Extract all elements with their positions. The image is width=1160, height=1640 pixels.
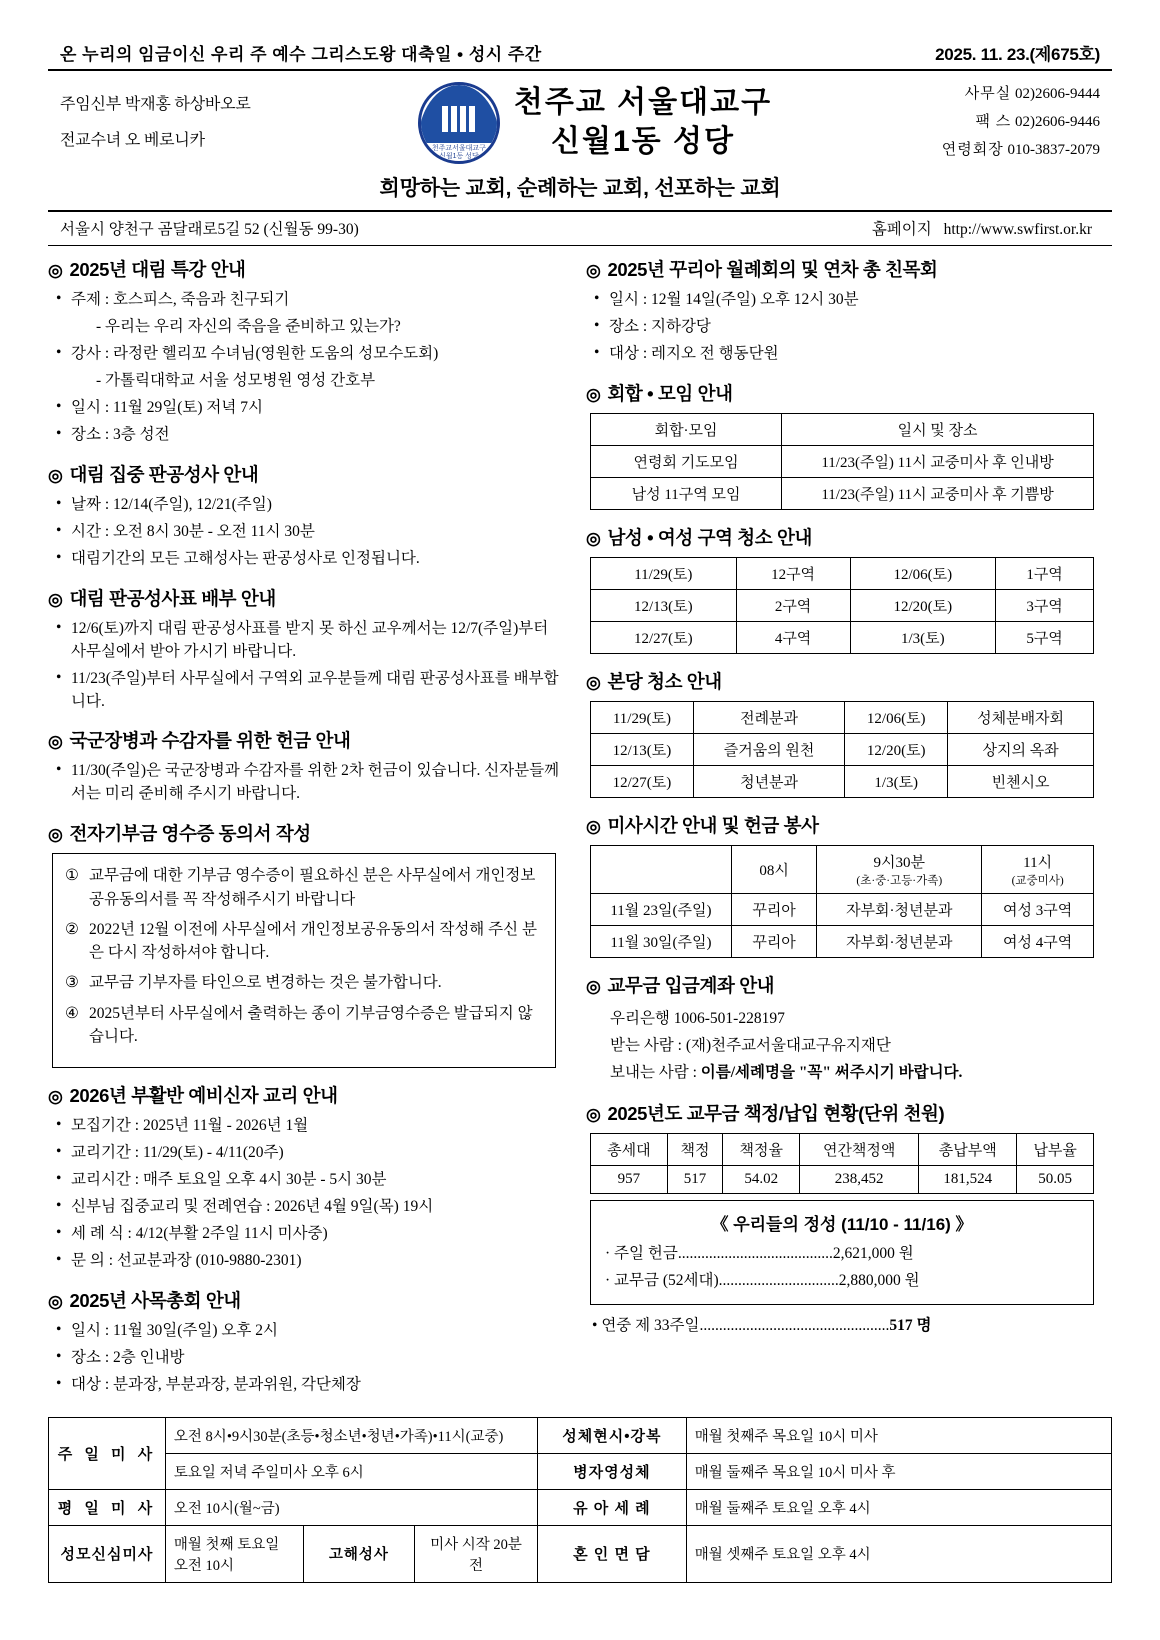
section-bullet-icon: ◎ (586, 385, 601, 405)
table-row (591, 622, 1094, 654)
table-cell: 1구역 (996, 558, 1094, 590)
section-heading-dues-status (586, 1100, 1098, 1126)
table-header-cell (817, 846, 982, 894)
section-heading-mass-schedule-offering (586, 812, 1098, 838)
confession-intensive-list (54, 494, 560, 571)
footer-schedule (48, 1417, 1112, 1583)
list-item: • 모집기간 : 2025년 11월 - 2026년 1월 (54, 1115, 560, 1138)
list-item: • 장소 : 2층 인내방 (54, 1347, 560, 1370)
list-item: • 장소 : 지하강당 (592, 316, 1098, 339)
schedule-label-sunday-mass: 주 일 미 사 (49, 1417, 166, 1489)
address-divider (48, 245, 1112, 246)
schedule-value-saturday-vigil: 토요일 저녁 주일미사 오후 6시 (165, 1453, 537, 1489)
table-row (591, 702, 1094, 734)
table-cell: 238,452 (800, 1166, 919, 1194)
table-cell: 꾸리아 (731, 926, 817, 958)
list-item: • 강사 : 라정란 헬리꼬 수녀님(영원한 도움의 성모수도회) (54, 343, 560, 366)
table-header-cell: 책정율 (723, 1134, 800, 1166)
list-item: • 교리기간 : 11/29(토) - 4/11(20주) (54, 1142, 560, 1165)
list-item: • 대상 : 레지오 전 행동단원 (592, 343, 1098, 366)
section-bullet-icon: ◎ (48, 1087, 63, 1107)
section-title: 국군장병과 수감자를 위한 헌금 안내 (69, 730, 351, 752)
schedule-value-infant-baptism: 매월 둘째주 토요일 오후 4시 (686, 1489, 1111, 1525)
table-header-cell (982, 846, 1094, 894)
contact-block (850, 81, 1100, 164)
bank-account-number: 우리은행 1006-501-228197 (610, 1010, 785, 1028)
section-bullet-icon: ◎ (586, 529, 601, 549)
table-cell: 남성 11구역 모임 (591, 478, 782, 510)
table-header-cell: 회합·모임 (591, 414, 782, 446)
table-cell: 전례분과 (693, 702, 845, 734)
table-row (591, 558, 1094, 590)
contact-office-label: 사무실 (964, 86, 1012, 102)
table-cell: 50.05 (1017, 1166, 1094, 1194)
schedule-value-weekday-mass: 오전 10시(월~금) (165, 1489, 537, 1525)
list-item: • 문 의 : 선교분과장 (010-9880-2301) (54, 1250, 560, 1273)
offering-row (605, 1241, 1079, 1267)
header-main: 11시 (1023, 855, 1053, 872)
table-cell: 자부회·청년분과 (817, 926, 982, 958)
offering-value: 2,621,000 원 (832, 1245, 914, 1263)
table-cell: 12/13(토) (591, 590, 737, 622)
catechumen-list (54, 1115, 560, 1273)
section-bullet-icon: ◎ (586, 1105, 601, 1125)
header-sub: (초·중·고등·가족) (856, 875, 943, 888)
schedule-label-marriage-interview: 혼 인 면 담 (537, 1525, 686, 1582)
section-bullet-icon: ◎ (48, 1291, 63, 1311)
table-row (49, 1417, 1112, 1453)
table-cell: 957 (591, 1166, 668, 1194)
table-row (591, 926, 1094, 958)
table-row (591, 734, 1094, 766)
schedule-value-adoration: 매월 첫째주 목요일 10시 미사 (686, 1417, 1111, 1453)
table-cell: 연령회 기도모임 (591, 446, 782, 478)
list-item: • 대림기간의 모든 고해성사는 판공성사로 인정됩니다. (54, 548, 560, 571)
section-title: 2026년 부활반 예비신자 교리 안내 (69, 1085, 338, 1107)
table-header-row (591, 414, 1094, 446)
list-item: • 신부님 집중교리 및 전례연습 : 2026년 4월 9일(목) 19시 (54, 1196, 560, 1219)
section-heading-military-offering (48, 727, 560, 753)
offering-row (605, 1268, 1079, 1294)
address-line (48, 212, 1112, 245)
item-text: 교무금 기부자를 타인으로 변경하는 것은 불가합니다. (89, 974, 442, 992)
catechist-name: 전교수녀 오 베로니카 (60, 131, 205, 149)
section-heading-curia-meeting (586, 256, 1098, 282)
section-title: 교무금 입금계좌 안내 (607, 975, 775, 997)
list-item: • 11/23(주일)부터 사무실에서 구역외 교우분들께 대림 판공성사표를 배부합니다. (54, 668, 560, 714)
table-cell: 54.02 (723, 1166, 800, 1194)
offering-label: · 교무금 (52세대) (605, 1271, 719, 1289)
item-text: 2025년부터 사무실에서 출력하는 종이 기부금영수증은 발급되지 않습니다. (89, 1004, 533, 1045)
schedule-label-infant-baptism: 유 아 세 례 (537, 1489, 686, 1525)
section-heading-district-cleaning (586, 524, 1098, 550)
attendance-dots: ................................................. (699, 1317, 890, 1335)
schedule-label-weekday-mass: 평 일 미 사 (49, 1489, 166, 1525)
table-row (591, 894, 1094, 926)
table-cell: 성체분배자회 (948, 702, 1094, 734)
section-heading-bank-account (586, 972, 1098, 998)
table-cell: 1/3(토) (850, 622, 996, 654)
list-item: - 가톨릭대학교 서울 성모병원 영성 간호부 (96, 372, 376, 390)
offering-value: 2,880,000 원 (838, 1271, 920, 1289)
table-cell: 3구역 (996, 590, 1094, 622)
contact-chairman (850, 137, 1100, 165)
offering-dots: ........................................ (677, 1245, 833, 1263)
table-row (49, 1453, 1112, 1489)
table-header-cell: 08시 (731, 846, 817, 894)
table-cell: 11/29(토) (591, 702, 694, 734)
table-cell: 상지의 옥좌 (948, 734, 1094, 766)
diocese-name: 천주교 서울대교구 (513, 86, 773, 120)
bank-sender-label: 보내는 사람 : (610, 1064, 701, 1082)
list-item: • 일시 : 12월 14일(주일) 오후 12시 30분 (592, 289, 1098, 312)
table-cell: 12/27(토) (591, 622, 737, 654)
table-cell: 청년분과 (693, 766, 845, 798)
bank-sender-note: 이름/세례명을 "꼭" 써주시기 바랍니다. (700, 1064, 963, 1082)
attendance-label: 연중 제 33주일 (601, 1317, 700, 1335)
table-header-cell: 총납부액 (919, 1134, 1017, 1166)
section-title: 2025년도 교무금 책정/납입 현황(단위 천원) (607, 1103, 945, 1125)
homepage-url[interactable]: http://www.swfirst.or.kr (943, 221, 1092, 239)
section-heading-donation-receipt (48, 820, 560, 846)
table-cell: 12/06(토) (850, 558, 996, 590)
table-header-cell (591, 846, 732, 894)
table-header-row (591, 1134, 1094, 1166)
schedule-value-marriage-interview: 매월 셋째주 토요일 오후 4시 (686, 1525, 1111, 1582)
marian-confession-split (166, 1526, 537, 1582)
table-cell: 11월 30일(주일) (591, 926, 732, 958)
donation-receipt-list (65, 864, 543, 1048)
section-title: 대림 집중 판공성사 안내 (69, 463, 259, 485)
table-cell: 빈첸시오 (948, 766, 1094, 798)
section-heading-confession-ticket (48, 585, 560, 611)
list-item: • 일시 : 11월 30일(주일) 오후 2시 (54, 1320, 560, 1343)
meetings-table (590, 413, 1094, 510)
table-cell: 꾸리아 (731, 894, 817, 926)
table-cell: 5구역 (996, 622, 1094, 654)
list-item (65, 864, 543, 911)
schedule-table (48, 1417, 1112, 1583)
section-title: 2025년 대림 특강 안내 (69, 259, 246, 281)
table-cell: 11/23(주일) 11시 교중미사 후 인내방 (782, 446, 1094, 478)
table-cell: 12/13(토) (591, 734, 694, 766)
right-column (586, 256, 1098, 1400)
table-row (591, 766, 1094, 798)
confession-ticket-list (54, 618, 560, 714)
section-title: 전자기부금 영수증 동의서 작성 (69, 823, 311, 845)
list-item: • 12/6(토)까지 대림 판공성사표를 받지 못 하신 교우께서는 12/7(주일)부터 사무실에서 받아 가시기 바랍니다. (54, 618, 560, 664)
table-row (591, 446, 1094, 478)
offering-dots: ............................... (718, 1271, 839, 1289)
list-item (65, 1002, 543, 1049)
table-row (49, 1489, 1112, 1525)
section-title: 회합 • 모임 안내 (607, 383, 733, 405)
contact-office-value: 02)2606-9444 (1015, 86, 1100, 102)
schedule-label-sick-communion: 병자영성체 (537, 1453, 686, 1489)
logo-arch (418, 85, 500, 143)
section-bullet-icon: ◎ (586, 673, 601, 693)
mass-offering-table (590, 845, 1094, 958)
offerings-box (590, 1200, 1094, 1305)
schedule-label-marian-mass: 성모신심미사 (49, 1525, 166, 1582)
logo-caption: 천주교서울대교구 신월1동 성당 (431, 144, 486, 160)
section-heading-church-cleaning (586, 668, 1098, 694)
table-cell: 4구역 (736, 622, 850, 654)
table-cell: 여성 4구역 (982, 926, 1094, 958)
contact-fax (850, 109, 1100, 137)
homepage (872, 217, 1100, 239)
logo-pillars (442, 106, 475, 132)
schedule-value-marian-mass (165, 1525, 537, 1582)
header-sub: (교중미사) (1011, 875, 1064, 888)
section-heading-meetings (586, 380, 1098, 406)
table-cell: 1/3(토) (845, 766, 948, 798)
schedule-value-sick-communion: 매월 둘째주 목요일 10시 미사 후 (686, 1453, 1111, 1489)
table-header-cell: 연간책정액 (800, 1134, 919, 1166)
list-item: • 장소 : 3층 성전 (54, 424, 560, 447)
table-row (166, 1526, 537, 1582)
church-cleaning-table (590, 701, 1094, 798)
section-heading-confession-intensive (48, 461, 560, 487)
section-title: 2025년 사목총회 안내 (69, 1289, 241, 1311)
table-cell: 12구역 (736, 558, 850, 590)
table-header-cell: 총세대 (591, 1134, 668, 1166)
section-title: 본당 청소 안내 (607, 671, 722, 693)
section-heading-catechumen-2026 (48, 1082, 560, 1108)
item-text: 교무금에 대한 기부금 영수증이 필요하신 분은 사무실에서 개인정보공유동의서를 꼭 작성해주시기 바랍니다 (89, 867, 536, 908)
list-item: • 날짜 : 12/14(주일), 12/21(주일) (54, 494, 560, 517)
attendance-value: 517 명 (889, 1317, 932, 1335)
masthead-center (340, 82, 850, 164)
table-cell: 자부회·청년분과 (817, 894, 982, 926)
section-bullet-icon: ◎ (48, 465, 63, 485)
table-cell: 12/20(토) (845, 734, 948, 766)
clergy-block (60, 87, 340, 157)
contact-chairman-value: 010-3837-2079 (1007, 141, 1100, 158)
parish-address: 서울시 양천구 곰달래로5길 52 (신월동 99-30) (60, 221, 359, 239)
section-title: 남성 • 여성 구역 청소 안내 (607, 527, 812, 549)
content-columns (48, 256, 1112, 1400)
curia-meeting-list (592, 289, 1098, 366)
district-cleaning-table (590, 557, 1094, 654)
list-item (65, 918, 543, 965)
table-cell: 517 (667, 1166, 723, 1194)
offering-label: · 주일 헌금 (605, 1245, 678, 1263)
table-row (591, 478, 1094, 510)
contact-fax-label: 팩 스 (975, 113, 1012, 130)
schedule-value-confession: 미사 시작 20분 전 (430, 1536, 522, 1574)
list-item: • 교리시간 : 매주 토요일 오후 4시 30분 - 5시 30분 (54, 1169, 560, 1192)
parish-slogan: 희망하는 교회, 순례하는 교회, 선포하는 교회 (379, 177, 781, 201)
list-item: • 세 례 식 : 4/12(부활 2주일 11시 미사중) (54, 1223, 560, 1246)
section-bullet-icon: ◎ (48, 261, 63, 281)
item-text: 2022년 12월 이전에 사무실에서 개인정보공유동의서 작성해 주신 분은 다시 작성하셔야 합니다. (89, 920, 537, 962)
section-title: 대림 판공성사표 배부 안내 (69, 587, 276, 609)
pastoral-assembly-list (54, 1320, 560, 1397)
list-item (65, 971, 543, 994)
list-item: • 일시 : 11월 29일(토) 저녁 7시 (54, 397, 560, 420)
section-bullet-icon: ◎ (48, 825, 63, 845)
dues-status-table (590, 1133, 1094, 1194)
table-cell: 여성 3구역 (982, 894, 1094, 926)
contact-chairman-label: 연령회장 (941, 141, 1004, 158)
header-main: 9시30분 (873, 855, 926, 872)
table-cell: 12/27(토) (591, 766, 694, 798)
section-title: 2025년 꾸리아 월례회의 및 연차 총 친목회 (607, 259, 938, 281)
section-bullet-icon: ◎ (48, 589, 63, 609)
table-row (49, 1525, 1112, 1582)
table-row (591, 590, 1094, 622)
left-column (48, 256, 560, 1400)
item-number: ④ (65, 1004, 79, 1022)
list-item: - 우리는 우리 자신의 죽음을 준비하고 있는가? (96, 318, 401, 336)
church-name (514, 84, 772, 161)
church-logo-icon (418, 82, 500, 164)
table-cell: 11/29(토) (591, 558, 737, 590)
list-item: • 11/30(주일)은 국군장병과 수감자를 위한 2차 헌금이 있습니다. 신자분들께서는 미리 준비해 주시기 바랍니다. (54, 760, 560, 806)
top-header-line (48, 40, 1112, 69)
table-header-row (591, 846, 1094, 894)
table-cell: 11월 23일(주일) (591, 894, 732, 926)
table-cell: 2구역 (736, 590, 850, 622)
attendance-row (592, 1313, 1094, 1335)
pastor-name: 주임신부 박재홍 하상바오로 (60, 96, 251, 114)
table-cell: 12/20(토) (850, 590, 996, 622)
table-header-cell: 일시 및 장소 (782, 414, 1094, 446)
table-cell: 181,524 (919, 1166, 1017, 1194)
table-header-cell: 책정 (667, 1134, 723, 1166)
table-cell: 11/23(주일) 11시 교중미사 후 기쁨방 (782, 478, 1094, 510)
list-item: • 대상 : 분과장, 부분과장, 분과위원, 각단체장 (54, 1374, 560, 1397)
table-row (591, 1166, 1094, 1194)
donation-receipt-box (52, 853, 556, 1068)
table-header-cell: 납부율 (1017, 1134, 1094, 1166)
list-item: • 주제 : 호스피스, 죽음과 친구되기 (54, 289, 560, 312)
parish-name: 신월1동 성당 (551, 124, 735, 158)
military-offering-list (54, 760, 560, 806)
table-cell: 즐거움의 원천 (693, 734, 845, 766)
contact-fax-value: 02)2606-9446 (1015, 113, 1100, 130)
section-heading-pastoral-assembly (48, 1287, 560, 1313)
contact-office (850, 81, 1100, 109)
advent-lecture-list (54, 289, 560, 447)
schedule-label-adoration: 성체현시•강복 (537, 1417, 686, 1453)
bank-sender (610, 1059, 1098, 1086)
offerings-title: 《 우리들의 정성 (11/10 - 11/16) 》 (711, 1215, 973, 1235)
section-title: 미사시간 안내 및 헌금 봉사 (607, 815, 819, 837)
section-heading-advent-lecture (48, 256, 560, 282)
masthead (48, 71, 1112, 168)
issue-date: 2025. 11. 23.(제675호) (935, 45, 1100, 64)
bank-account-block (610, 1005, 1098, 1086)
bank-recipient: 받는 사람 : (재)천주교서울대교구유지재단 (610, 1037, 891, 1055)
schedule-label-confession: 고해성사 (303, 1526, 414, 1582)
section-bullet-icon: ◎ (586, 977, 601, 997)
marian-mass-time: 매월 첫째 토요일 오전 10시 (166, 1526, 303, 1582)
liturgical-week: 온 누리의 임금이신 우리 주 예수 그리스도왕 대축일 • 성시 주간 (60, 45, 542, 64)
item-number: ① (65, 867, 79, 885)
item-number: ③ (65, 974, 79, 992)
schedule-value-sunday-mass: 오전 8시•9시30분(초등•청소년•청년•가족)•11시(교중) (165, 1417, 537, 1453)
homepage-label: 홈페이지 (871, 221, 932, 239)
section-bullet-icon: ◎ (48, 732, 63, 752)
section-bullet-icon: ◎ (586, 261, 601, 281)
section-bullet-icon: ◎ (586, 817, 601, 837)
list-item: • 시간 : 오전 8시 30분 - 오전 11시 30분 (54, 521, 560, 544)
item-number: ② (65, 920, 79, 938)
table-cell: 12/06(토) (845, 702, 948, 734)
